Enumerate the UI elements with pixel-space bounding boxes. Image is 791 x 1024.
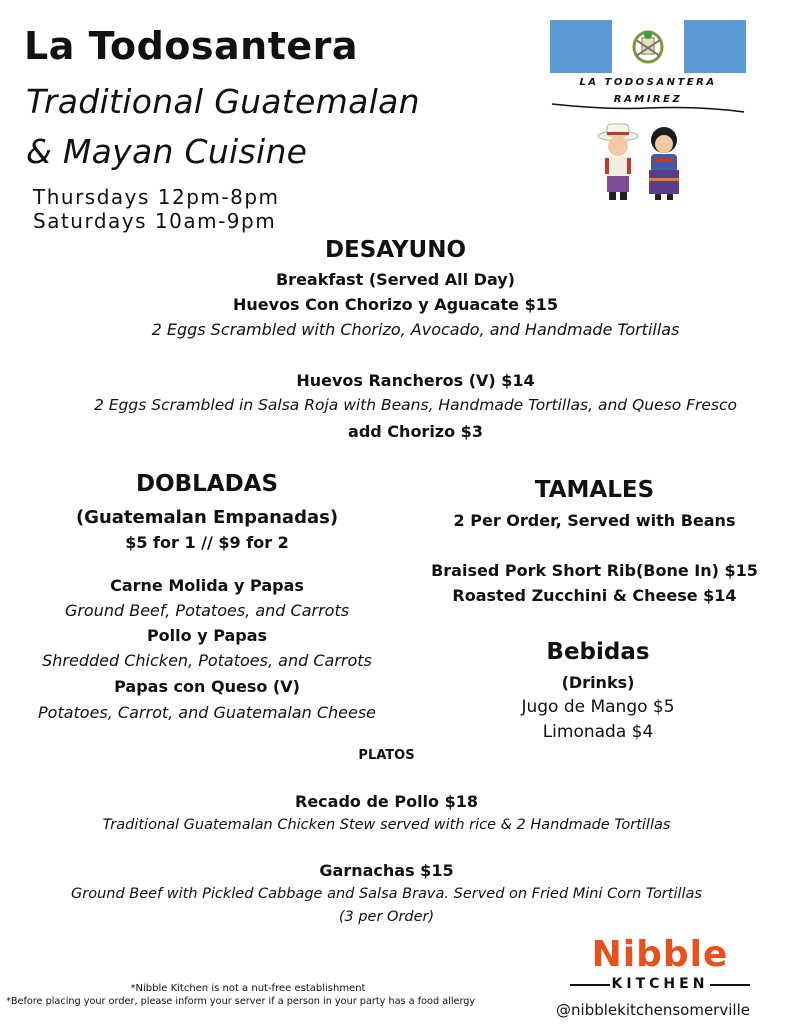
dobladas-item-desc: Ground Beef, Potatoes, and Carrots — [64, 601, 350, 620]
desayuno-addon: add Chorizo $3 — [348, 422, 483, 441]
desayuno-subheading: Breakfast (Served All Day) — [275, 270, 515, 289]
desayuno-item-1-desc: 2 Eggs Scrambled with Chorizo, Avocado, and Handmade Tortillas — [151, 320, 680, 339]
dobladas-item-name: Carne Molida y Papas — [110, 576, 304, 595]
instagram-handle[interactable]: @nibblekitchensomerville — [556, 1001, 750, 1019]
logo-swoosh-icon — [550, 100, 746, 114]
nibble-brand-name: Nibble — [591, 934, 729, 975]
dobladas-subheading: (Guatemalan Empanadas) — [75, 507, 339, 528]
platos-heading: PLATOS — [358, 748, 415, 763]
bebidas-item-1: Jugo de Mango $5 — [521, 697, 675, 717]
hours-thursday: Thursdays 12pm-8pm — [33, 185, 280, 209]
couple-illustration-icon — [592, 114, 692, 202]
tamales-item-1: Braised Pork Short Rib(Bone In) $15 — [431, 561, 758, 580]
desayuno-item-1-name: Huevos Con Chorizo y Aguacate $15 — [233, 295, 558, 314]
platos-item-2-desc: Ground Beef with Pickled Cabbage and Salsa Brava. Served on Fried Mini Corn Tortillas — [71, 886, 702, 902]
dobladas-item-desc: Potatoes, Carrot, and Guatemalan Cheese — [38, 703, 376, 722]
dobladas-price: $5 for 1 // $9 for 2 — [125, 533, 289, 552]
restaurant-title: La Todosantera — [24, 24, 359, 68]
platos-item-2-note: (3 per Order) — [338, 909, 435, 925]
dobladas-heading: DOBLADAS — [135, 471, 279, 497]
tamales-heading: TAMALES — [534, 477, 655, 503]
allergy-note-nut: *Nibble Kitchen is not a nut-free establishment — [130, 983, 366, 994]
logo-text-line-2: RAMIREZ — [613, 94, 683, 105]
bebidas-subheading: (Drinks) — [561, 673, 635, 692]
allergy-note-inform: *Before placing your order, please inform your server if a person in your party has a food allergy — [6, 996, 476, 1007]
logo-text-line-1: LA TODOSANTERA — [579, 77, 717, 88]
nibble-brand-sub: KITCHEN — [611, 976, 709, 992]
platos-item-1-desc: Traditional Guatemalan Chicken Stew served with rice & 2 Handmade Tortillas — [102, 817, 671, 833]
desayuno-item-2-desc: 2 Eggs Scrambled in Salsa Roja with Beans, Handmade Tortillas, and Queso Fresco — [93, 396, 738, 414]
platos-item-1-name: Recado de Pollo $18 — [295, 792, 478, 811]
bebidas-item-2: Limonada $4 — [542, 722, 654, 742]
nibble-kitchen-logo — [560, 935, 760, 993]
desayuno-item-2-name: Huevos Rancheros (V) $14 — [296, 371, 535, 390]
dobladas-item-name: Pollo y Papas — [146, 626, 268, 645]
guatemala-flag-icon — [550, 20, 746, 73]
bebidas-heading: Bebidas — [546, 639, 650, 665]
hours-saturday: Saturdays 10am-9pm — [33, 209, 277, 233]
desayuno-heading: DESAYUNO — [324, 237, 467, 263]
subtitle-line-2: & Mayan Cuisine — [26, 132, 308, 171]
platos-item-2-name: Garnachas $15 — [319, 861, 454, 880]
dobladas-item-name: Papas con Queso (V) — [114, 677, 300, 696]
dobladas-item-desc: Shredded Chicken, Potatoes, and Carrots — [42, 651, 372, 670]
tamales-subheading: 2 Per Order, Served with Beans — [453, 511, 736, 530]
subtitle-line-1: Traditional Guatemalan — [26, 82, 420, 121]
tamales-item-2: Roasted Zucchini & Cheese $14 — [452, 586, 737, 605]
